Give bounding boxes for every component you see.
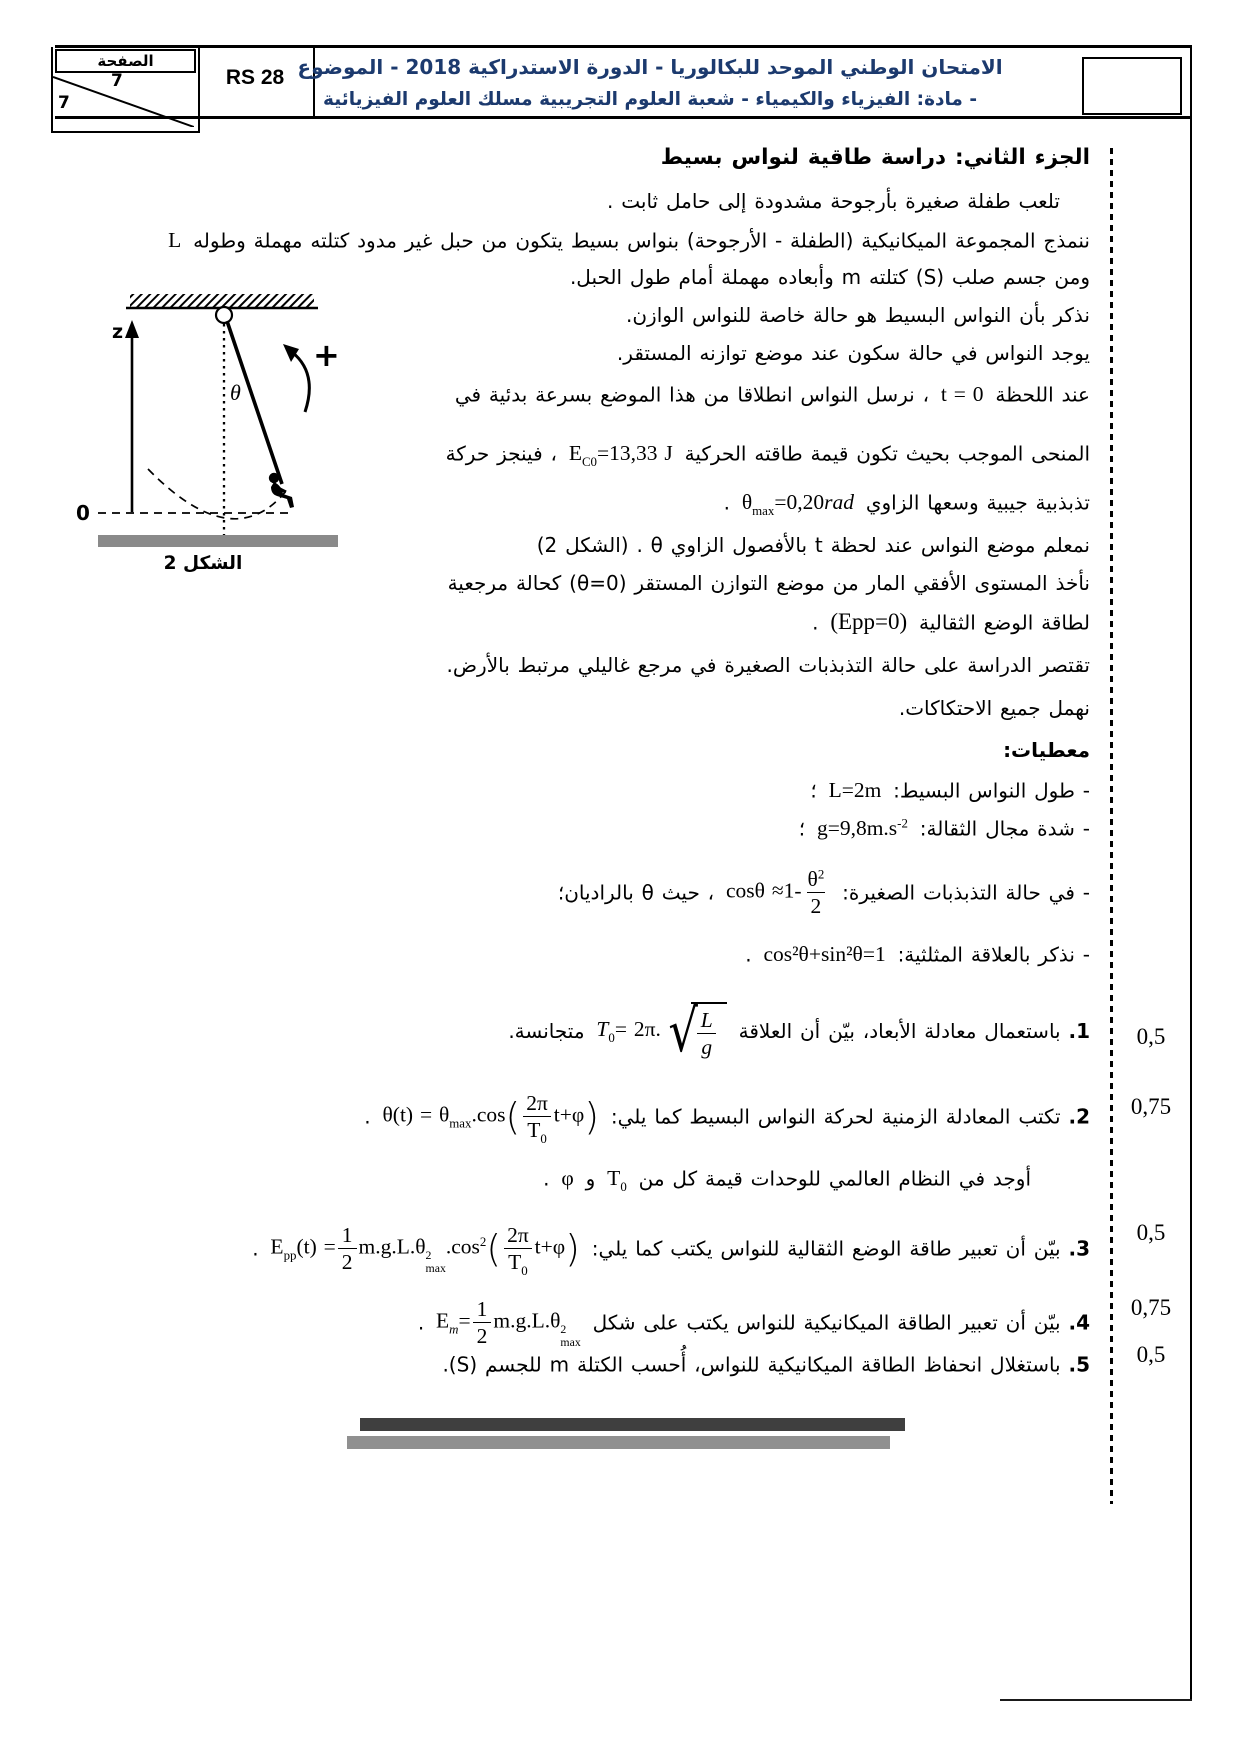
text: المنحى الموجب بحيث تكون قيمة طاقته الحركية <box>684 441 1090 466</box>
length-symbol: L <box>168 228 182 253</box>
period: . <box>364 1104 371 1129</box>
question-text: بيّن أن تعبير الطاقة الميكانيكية للنواس يكتب على شكل <box>592 1310 1061 1335</box>
z-axis-arrowhead <box>125 320 139 338</box>
page-total: 7 <box>58 93 70 113</box>
paragraph-7 <box>446 437 1090 469</box>
expr: t+φ <box>553 1102 585 1127</box>
text: عند اللحظة <box>995 382 1090 407</box>
arrowhead <box>283 344 299 362</box>
theta-max-formula <box>738 490 858 519</box>
mark-q1: 0,5 <box>1136 1024 1166 1049</box>
page-label: الصفحة <box>55 49 196 73</box>
exam-reference: RS 28 <box>225 66 285 89</box>
given-2 <box>799 812 1090 844</box>
kinetic-energy-formula <box>565 441 677 470</box>
sym: T <box>596 1017 609 1042</box>
sub: m <box>449 1322 459 1337</box>
question-4 <box>418 1296 1090 1349</box>
period: . <box>812 610 819 635</box>
sup-sub: 2 max <box>560 1322 581 1350</box>
question-3 <box>252 1222 1090 1278</box>
text: ، نرسل النواس انطلاقا من هذا الموضع بسرعة بدئية في <box>454 382 930 407</box>
mark-q3: 0,5 <box>1136 1220 1166 1245</box>
paragraph-6 <box>455 378 1090 410</box>
t0-symbol <box>603 1166 631 1195</box>
paragraph-4: نذكر بأن النواس البسيط هو حالة خاصة للنواس الوازن. <box>626 303 1090 327</box>
header-bottom-border <box>55 116 1192 119</box>
sub: C0 <box>581 455 597 470</box>
epp-zero-reference: (Epp=0) <box>830 609 908 635</box>
text: - شدة مجال الثقالة: <box>919 816 1090 841</box>
half-fraction: $\frac{1}{2}$ <box>473 1296 492 1349</box>
question-text: باستغلال انحفاظ الطاقة الميكانيكية للنواس، أُحسب الكتلة m للجسم (S). <box>442 1352 1061 1377</box>
sym: T <box>607 1166 621 1191</box>
plus-sign-label: + <box>313 336 340 374</box>
expr: = 2π. <box>614 1017 661 1042</box>
sub: pp <box>283 1248 297 1263</box>
length-value: L=2m <box>828 778 882 803</box>
sym: E <box>436 1308 450 1333</box>
question-text: أوجد في النظام العالمي للوحدات قيمة كل من <box>638 1166 1031 1191</box>
expr: cosθ ≈1- <box>726 878 802 903</box>
gravity-value <box>813 817 912 840</box>
question-number: 5. <box>1068 1352 1090 1377</box>
exam-title-line1: الامتحان الوطني الموحد للبكالوريا - الدورة الاستدراكية 2018 - الموضوع <box>297 55 1003 79</box>
sym: E <box>568 441 582 466</box>
question-number: 4. <box>1068 1310 1090 1335</box>
header-top-border <box>55 45 1192 48</box>
question-2b <box>543 1162 1031 1194</box>
text: ننمذج المجموعة الميكانيكية (الطفلة - الأرجوحة) بنواس بسيط يتكون من حبل غير مدود كتلته مهملة وطوله <box>193 228 1090 253</box>
ceiling-hatch <box>130 294 314 307</box>
page-bottom-border-segment <box>1000 1699 1192 1701</box>
sub: 0 <box>620 1180 627 1195</box>
fraction <box>804 866 829 919</box>
sub: max <box>449 1116 472 1131</box>
text: تذبذبية جيبية وسعها الزاوي <box>865 490 1090 515</box>
text: - في حالة التذبذبات الصغيرة: <box>842 880 1090 905</box>
paragraph-9: نمعلم موضع النواس عند لحظة t بالأفصول الزاوي θ . (الشكل 2) <box>536 533 1090 557</box>
paragraph-12: تقتصر الدراسة على حالة التذبذبات الصغيرة في مرجع غاليلي مرتبط بالأرض. <box>446 653 1090 677</box>
close-paren: ) <box>584 1094 599 1139</box>
fraction: $\frac{2\pi}{T_0}$ <box>522 1090 552 1143</box>
paragraph-3: ومن جسم صلب (S) كتلته m وأبعاده مهملة أمام طول الحبل. <box>569 265 1090 289</box>
diagonal-line <box>53 75 194 127</box>
potential-energy-formula <box>266 1222 583 1278</box>
open-paren: ( <box>486 1226 502 1271</box>
question-text: تكتب المعادلة الزمنية لحركة النواس البسيط كما يلي: <box>610 1104 1061 1129</box>
cos: .cos <box>445 1234 480 1259</box>
question-5 <box>442 1348 1090 1380</box>
radical-sign: √ <box>668 996 698 1065</box>
paragraph-1: تلعب طفلة صغيرة بأرجوحة مشدودة إلى حامل ثابت . <box>607 189 1060 213</box>
motion-equation <box>378 1090 603 1146</box>
close-paren: ) <box>565 1226 580 1271</box>
swing-trajectory-arc <box>148 469 286 519</box>
text: - طول النواس البسيط: <box>893 778 1090 803</box>
trig-identity: cos²θ+sin²θ=1 <box>763 942 886 967</box>
text: لطاقة الوضع الثقالية <box>919 610 1090 635</box>
exam-title-line2: - مادة: الفيزياء والكيمياء - شعبة العلوم التجريبية مسلك العلوم الفيزيائية <box>322 89 977 110</box>
part-title: الجزء الثاني: دراسة طاقية لنواس بسيط <box>660 145 1090 170</box>
figure-2-pendulum <box>70 288 350 580</box>
value: g=9,8m.s <box>816 816 898 841</box>
paragraph-2 <box>164 224 1090 256</box>
question-number: 3. <box>1068 1236 1090 1261</box>
question-2 <box>364 1090 1090 1146</box>
expr: m.g.L.θ <box>358 1234 426 1259</box>
eq: = <box>458 1308 471 1333</box>
figure-caption: الشكل 2 <box>163 553 243 574</box>
text: - نذكر بالعلاقة المثلثية: <box>897 942 1090 967</box>
small-angle-approximation <box>722 866 834 919</box>
paragraph-11 <box>812 606 1090 638</box>
paragraph-13: نهمل جميع الاحتكاكات. <box>898 696 1090 720</box>
origin-label: 0 <box>76 501 90 525</box>
expr: t+φ <box>534 1234 566 1259</box>
period: . <box>417 1310 425 1335</box>
period: . <box>543 1166 550 1191</box>
stamp-box <box>1082 57 1182 115</box>
page-current: 7 <box>111 71 123 91</box>
radicand: $\frac{L}{g}$ <box>691 1002 727 1060</box>
theta-angle-label: θ <box>230 380 241 405</box>
mark-q4: 0,75 <box>1130 1295 1172 1320</box>
divider-bar-dark <box>360 1418 905 1431</box>
data-heading: معطيات: <box>1003 738 1090 762</box>
given-3 <box>558 866 1090 919</box>
square-root <box>661 996 727 1065</box>
fraction: $\frac{2\pi}{T_0}$ <box>503 1222 533 1275</box>
positive-direction-arrow <box>292 352 309 412</box>
page-right-border <box>1190 45 1192 1701</box>
given-4 <box>745 938 1090 970</box>
text: ، حيث θ بالراديان؛ <box>557 880 715 905</box>
question-number: 2. <box>1068 1104 1090 1129</box>
half-fraction: $\frac{1}{2}$ <box>338 1222 357 1275</box>
paragraph-10: نأخذ المستوى الأفقي المار من موضع التوازن المستقر (θ=0) كحالة مرجعية <box>447 571 1090 595</box>
paragraph-8 <box>724 486 1090 518</box>
question-text: باستعمال معادلة الأبعاد، بيّن أن العلاقة <box>738 1019 1061 1044</box>
page-fraction <box>53 71 198 127</box>
value: =0,20 <box>774 490 825 515</box>
mark-q2: 0,75 <box>1130 1094 1172 1119</box>
period: . <box>745 942 752 967</box>
marks-column-dotted-line <box>1110 148 1113 1504</box>
exponent: -2 <box>897 816 908 831</box>
given-1 <box>810 774 1090 806</box>
divider-bar-light <box>347 1436 890 1449</box>
z-axis-label: z <box>112 321 124 343</box>
and: و <box>585 1166 596 1191</box>
question-end: متجانسة. <box>508 1019 585 1044</box>
period: . <box>252 1236 259 1261</box>
sub: max <box>752 504 775 519</box>
period-formula <box>592 996 730 1065</box>
question-number: 1. <box>1068 1019 1090 1044</box>
denominator: 2 <box>807 892 826 919</box>
cos: .cos <box>471 1102 506 1127</box>
expr: (t) = <box>296 1234 336 1259</box>
page-number-box <box>51 47 200 133</box>
value: =13,33 J <box>597 441 673 466</box>
text: ، فينجز حركة <box>445 441 557 466</box>
mechanical-energy-formula <box>432 1296 585 1349</box>
period: . <box>723 490 730 515</box>
pivot <box>216 307 232 323</box>
question-1 <box>508 996 1090 1065</box>
expr: θ(t) = θ <box>382 1102 450 1127</box>
mark-q5: 0,5 <box>1136 1342 1166 1367</box>
semicolon: ؛ <box>798 816 806 841</box>
sup: 2 <box>479 1234 487 1249</box>
unit: rad <box>824 490 854 515</box>
sym: E <box>270 1234 284 1259</box>
question-text: بيّن أن تعبير طاقة الوضع الثقالية للنواس يكتب كما يلي: <box>591 1236 1061 1261</box>
ground <box>98 535 338 547</box>
semicolon: ؛ <box>810 778 817 803</box>
sym: θ <box>741 490 753 515</box>
phi-symbol: φ <box>561 1166 574 1191</box>
sub: 0 <box>608 1030 615 1045</box>
numerator: $\theta^2$ <box>807 867 825 891</box>
paragraph-5: يوجد النواس في حالة سكون عند موضع توازنه المستقر. <box>616 341 1090 365</box>
open-paren: ( <box>505 1094 521 1139</box>
initial-time-formula: t = 0 <box>940 382 984 407</box>
sup-sub: 2 max <box>425 1248 446 1276</box>
expr: m.g.L.θ <box>493 1308 561 1333</box>
